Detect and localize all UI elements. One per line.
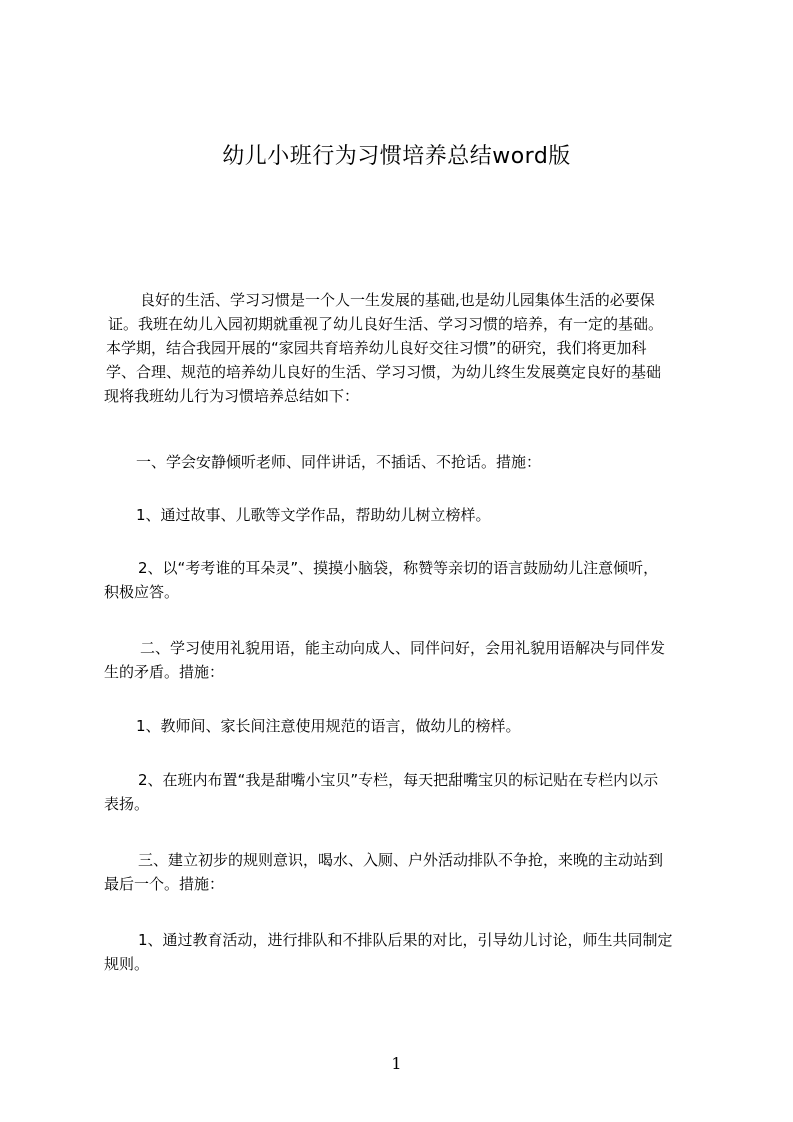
paragraph-line: 表扬。 [104,795,150,813]
intro-line: 本学期，结合我园开展的“家园共育培养幼儿良好交往习惯”的研究，我们将更加科 [106,339,647,357]
paragraph-line: 规则。 [104,955,150,973]
paragraph-line: 1、教师间、家长间注意使用规范的语言，做幼儿的榜样。 [136,717,521,735]
paragraph-line: 二、学习使用礼貌用语，能主动向成人、同伴问好，会用礼貌用语解决与同伴发 [140,639,666,657]
intro-line: 证。我班在幼儿入园初期就重视了幼儿良好生活、学习习惯的培养，有一定的基础。 [108,315,664,333]
intro-line: 现将我班幼儿行为习惯培养总结如下： [104,387,360,405]
paragraph-line: 生的矛盾。措施： [104,663,225,681]
intro-paragraph [104,288,708,408]
intro-line: 良好的生活、学习习惯是一个人一生发展的基础,也是幼儿园集体生活的必要保 [140,291,655,309]
section-heading-three [104,848,708,896]
measure-item [104,928,708,976]
document-title: 幼儿小班行为习惯培养总结word版 [222,144,571,169]
measure-item [104,556,708,604]
intro-line: 学、合理、规范的培养幼儿良好的生活、学习习惯，为幼儿终生发展奠定良好的基础 [106,363,662,381]
paragraph-line: 最后一个。措施： [104,875,225,893]
paragraph-line: 1、通过教育活动，进行排队和不排队后果的对比，引导幼儿讨论，师生共同制定 [138,931,673,949]
paragraph-line: 三、建立初步的规则意识，喝水、入厕、户外活动排队不争抢，来晚的主动站到 [138,851,664,869]
paragraph-line: 1、通过故事、儿歌等文学作品，帮助幼儿树立榜样。 [136,506,491,524]
page-number: 1 [391,1054,402,1073]
measure-item [104,768,708,816]
paragraph-line: 一、学会安静倾听老师、同伴讲话，不插话、不抢话。措施： [136,453,542,471]
section-heading-two [104,636,708,684]
paragraph-line: 2、以“考考谁的耳朵灵”、摸摸小脑袋，称赞等亲切的语言鼓励幼儿注意倾听， [138,559,659,577]
measure-item [104,503,708,527]
measure-item [104,714,708,738]
section-heading-one [104,450,708,474]
paragraph-line: 积极应答。 [104,583,180,601]
paragraph-line: 2、在班内布置“我是甜嘴小宝贝”专栏，每天把甜嘴宝贝的标记贴在专栏内以示 [138,771,659,789]
